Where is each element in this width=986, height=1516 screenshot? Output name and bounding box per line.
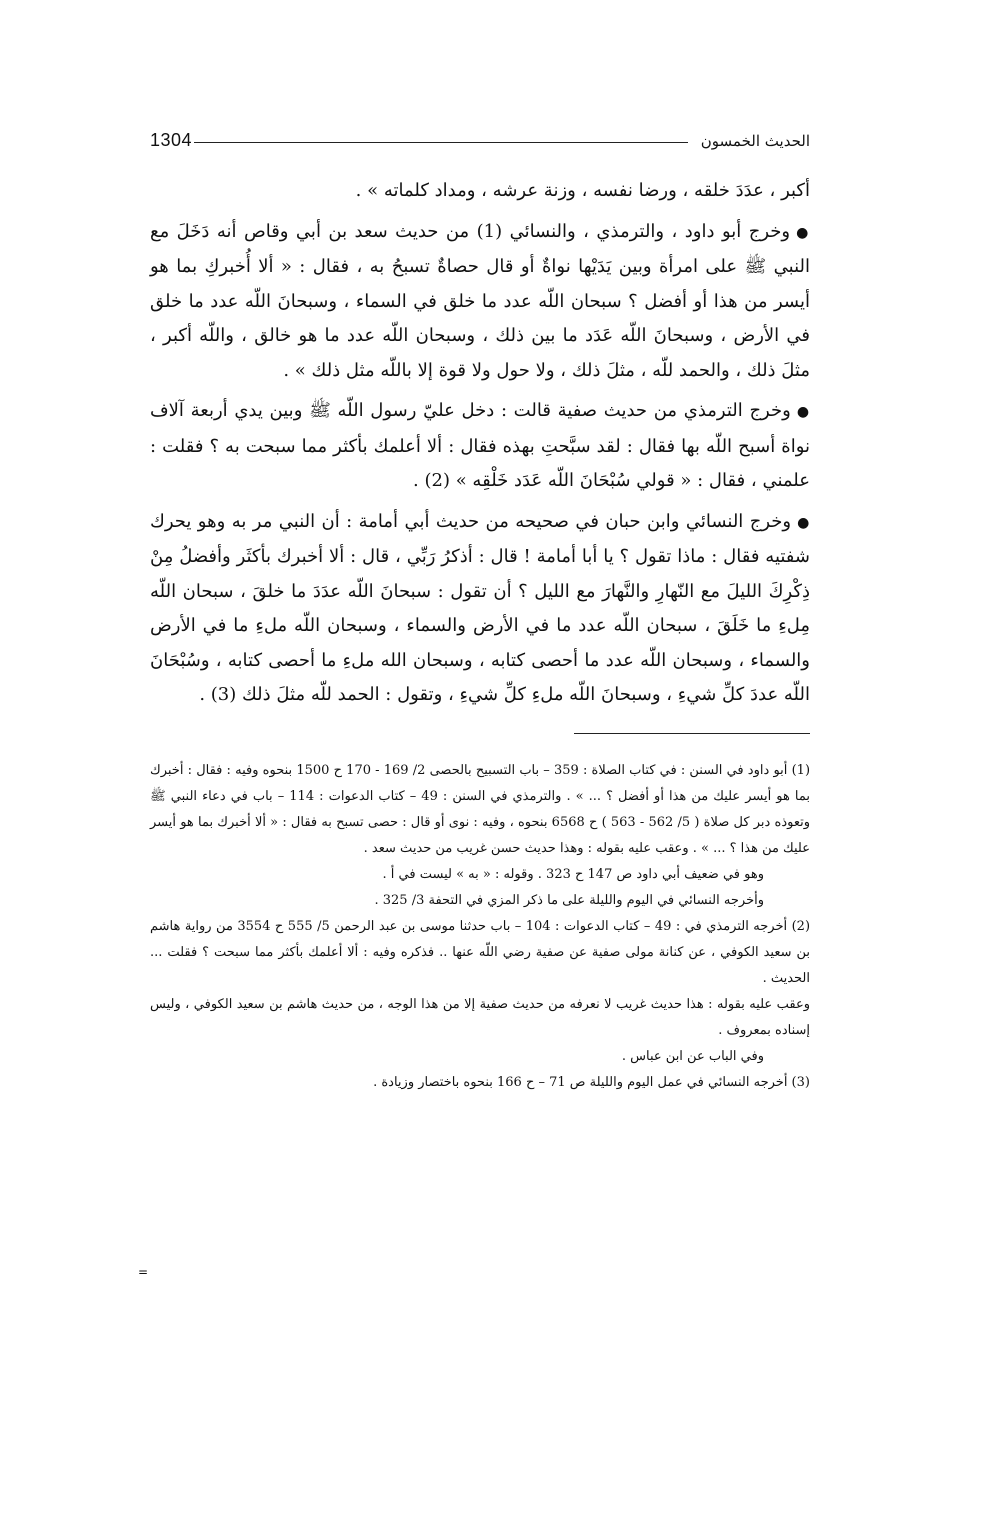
paragraph-text: أكبر ، عدَدَ خلقه ، ورضا نفسه ، وزنة عرشه ، ومداد كلماته » . <box>355 180 810 201</box>
footnotes <box>150 758 810 1096</box>
footnote-continuation: وهو في ضعيف أبي داود ص 147 ح 323 . وقوله : « به » ليست في أ . <box>382 866 764 882</box>
bullet-icon: ● <box>796 404 810 420</box>
paragraph <box>150 174 810 209</box>
footnote: (1) أبو داود في السنن : في كتاب الصلاة : 359 – باب التسبيح بالحصى 2/ 169 - 170 ح 1500 بنحوه وفيه : فقال : أخبرك بما هو أيسر عليك من هذا أو أفضل ؟ ... » . والترمذي في السنن : 49 – كتاب الدعوات : 114 – باب في دعاء النبي ﷺ وتعوذه دبر كل صلاة ( 5/ 562 - 563 ) ح 6568 بنحوه ، وفيه : نوى أو قال : حصى تسبح به فقال : « ألا أخبرك بما هو أيسر عليك من هذا ؟ ... » . وعقب عليه بقوله : وهذا حديث حسن غريب من حديث سعد . <box>150 762 811 856</box>
paragraph <box>150 215 810 389</box>
footnote-continuation: وعقب عليه بقوله : هذا حديث غريب لا نعرفه من حديث صفية إلا من هذا الوجه ، من حديث هاشم بن سعيد الكوفي ، وليس إسناده بمعروف . <box>150 996 810 1038</box>
paragraph <box>150 394 810 499</box>
header-rule <box>194 142 688 143</box>
book-page <box>150 122 810 1096</box>
paragraph <box>150 505 810 713</box>
corner-mark: = <box>138 1265 149 1279</box>
paragraph-text: وخرج الترمذي من حديث صفية قالت : دخل عليّ رسول اللّه ﷺ وبين يدي أربعة آلاف نواة أسبح اللّه بها فقال : لقد سبَّحتِ بهذه فقال : ألا أعلمك بأكثر مما سبحت به ؟ فقلت : علمني ، فقال : « قولي سُبْحَانَ اللّه عَدَد خَلْقِه » (2) . <box>150 400 810 491</box>
footnote: (2) أخرجه الترمذي في : 49 – كتاب الدعوات : 104 – باب حدثنا موسى بن عبد الرحمن 5/ 555 ح 3554 من رواية هاشم بن سعيد الكوفي ، عن كنانة مولى صفية عن صفية رضي اللّه عنها .. فذكره وفيه : ألا أعلمك بأكثر مما سبحت ؟ فقلت ... الحديث . <box>150 918 811 986</box>
footnote-continuation: وأخرجه النسائي في اليوم والليلة على ما ذكر المزي في التحفة 3/ 325 . <box>374 892 764 908</box>
paragraph-text: وخرج أبو داود ، والترمذي ، والنسائي (1) من حديث سعد بن أبي وقاص أنه دَخَلَ مع النبي ﷺ على امرأة وبين يَدَيْها نواةٌ أو قال حصاةٌ تسبحُ به ، فقال : « ألا أُخبركِ بما هو أيسر من هذا أو أفضل ؟ سبحان اللّه عدد ما خلق في السماء ، وسبحانَ اللّه عدد ما خلق في الأرض ، وسبحانَ اللّه عَدَد ما بين ذلك ، وسبحان اللّه عدد ما هو خالق ، واللّه أكبر ، مثلَ ذلك ، والحمد للّه ، مثلَ ذلك ، ولا حول ولا قوة إلا باللّه مثل ذلك » . <box>150 220 810 381</box>
bullet-icon: ● <box>797 514 810 531</box>
page-header <box>150 122 810 162</box>
main-text <box>150 174 810 713</box>
footnote-continuation: وفي الباب عن ابن عباس . <box>621 1048 764 1064</box>
bullet-icon: ● <box>796 224 811 241</box>
footnote-separator <box>574 733 810 734</box>
running-title: الحديث الخمسون <box>700 132 810 150</box>
page-number: 1304 <box>150 130 193 150</box>
footnote: (3) أخرجه النسائي في عمل اليوم والليلة ص 71 – ح 166 بنحوه باختصار وزيادة . <box>373 1074 810 1090</box>
paragraph-text: وخرج النسائي وابن حبان في صحيحه من حديث أبي أمامة : أن النبي مر به وهو يحرك شفتيه فقال : ماذا تقول ؟ يا أبا أمامة ! قال : أذكرُ رَبِّي ، قال : ألا أخبرك بأكثَر وأفضلُ مِنْ ذِكْرِكَ الليلَ مع النّهارِ والنَّهارَ مع الليل ؟ أن تقول : سبحانَ اللّه عدَدَ ما خلقَ ، سبحان اللّه مِلءِ ما خَلَقَ ، سبحان اللّه عدد ما في الأرض والسماء ، وسبحان اللّه ملءِ ما في الأرض والسماء ، وسبحان اللّه عدد ما أحصى كتابه ، وسبحان الله ملءِ ما أحصى كتابه ، وسُبْحَانَ اللّه عددَ كلِّ شيءِ ، وسبحانَ اللّه ملءِ كلِّ شيءِ ، وتقول : الحمد للّه مثلَ ذلك (3) . <box>150 510 810 705</box>
